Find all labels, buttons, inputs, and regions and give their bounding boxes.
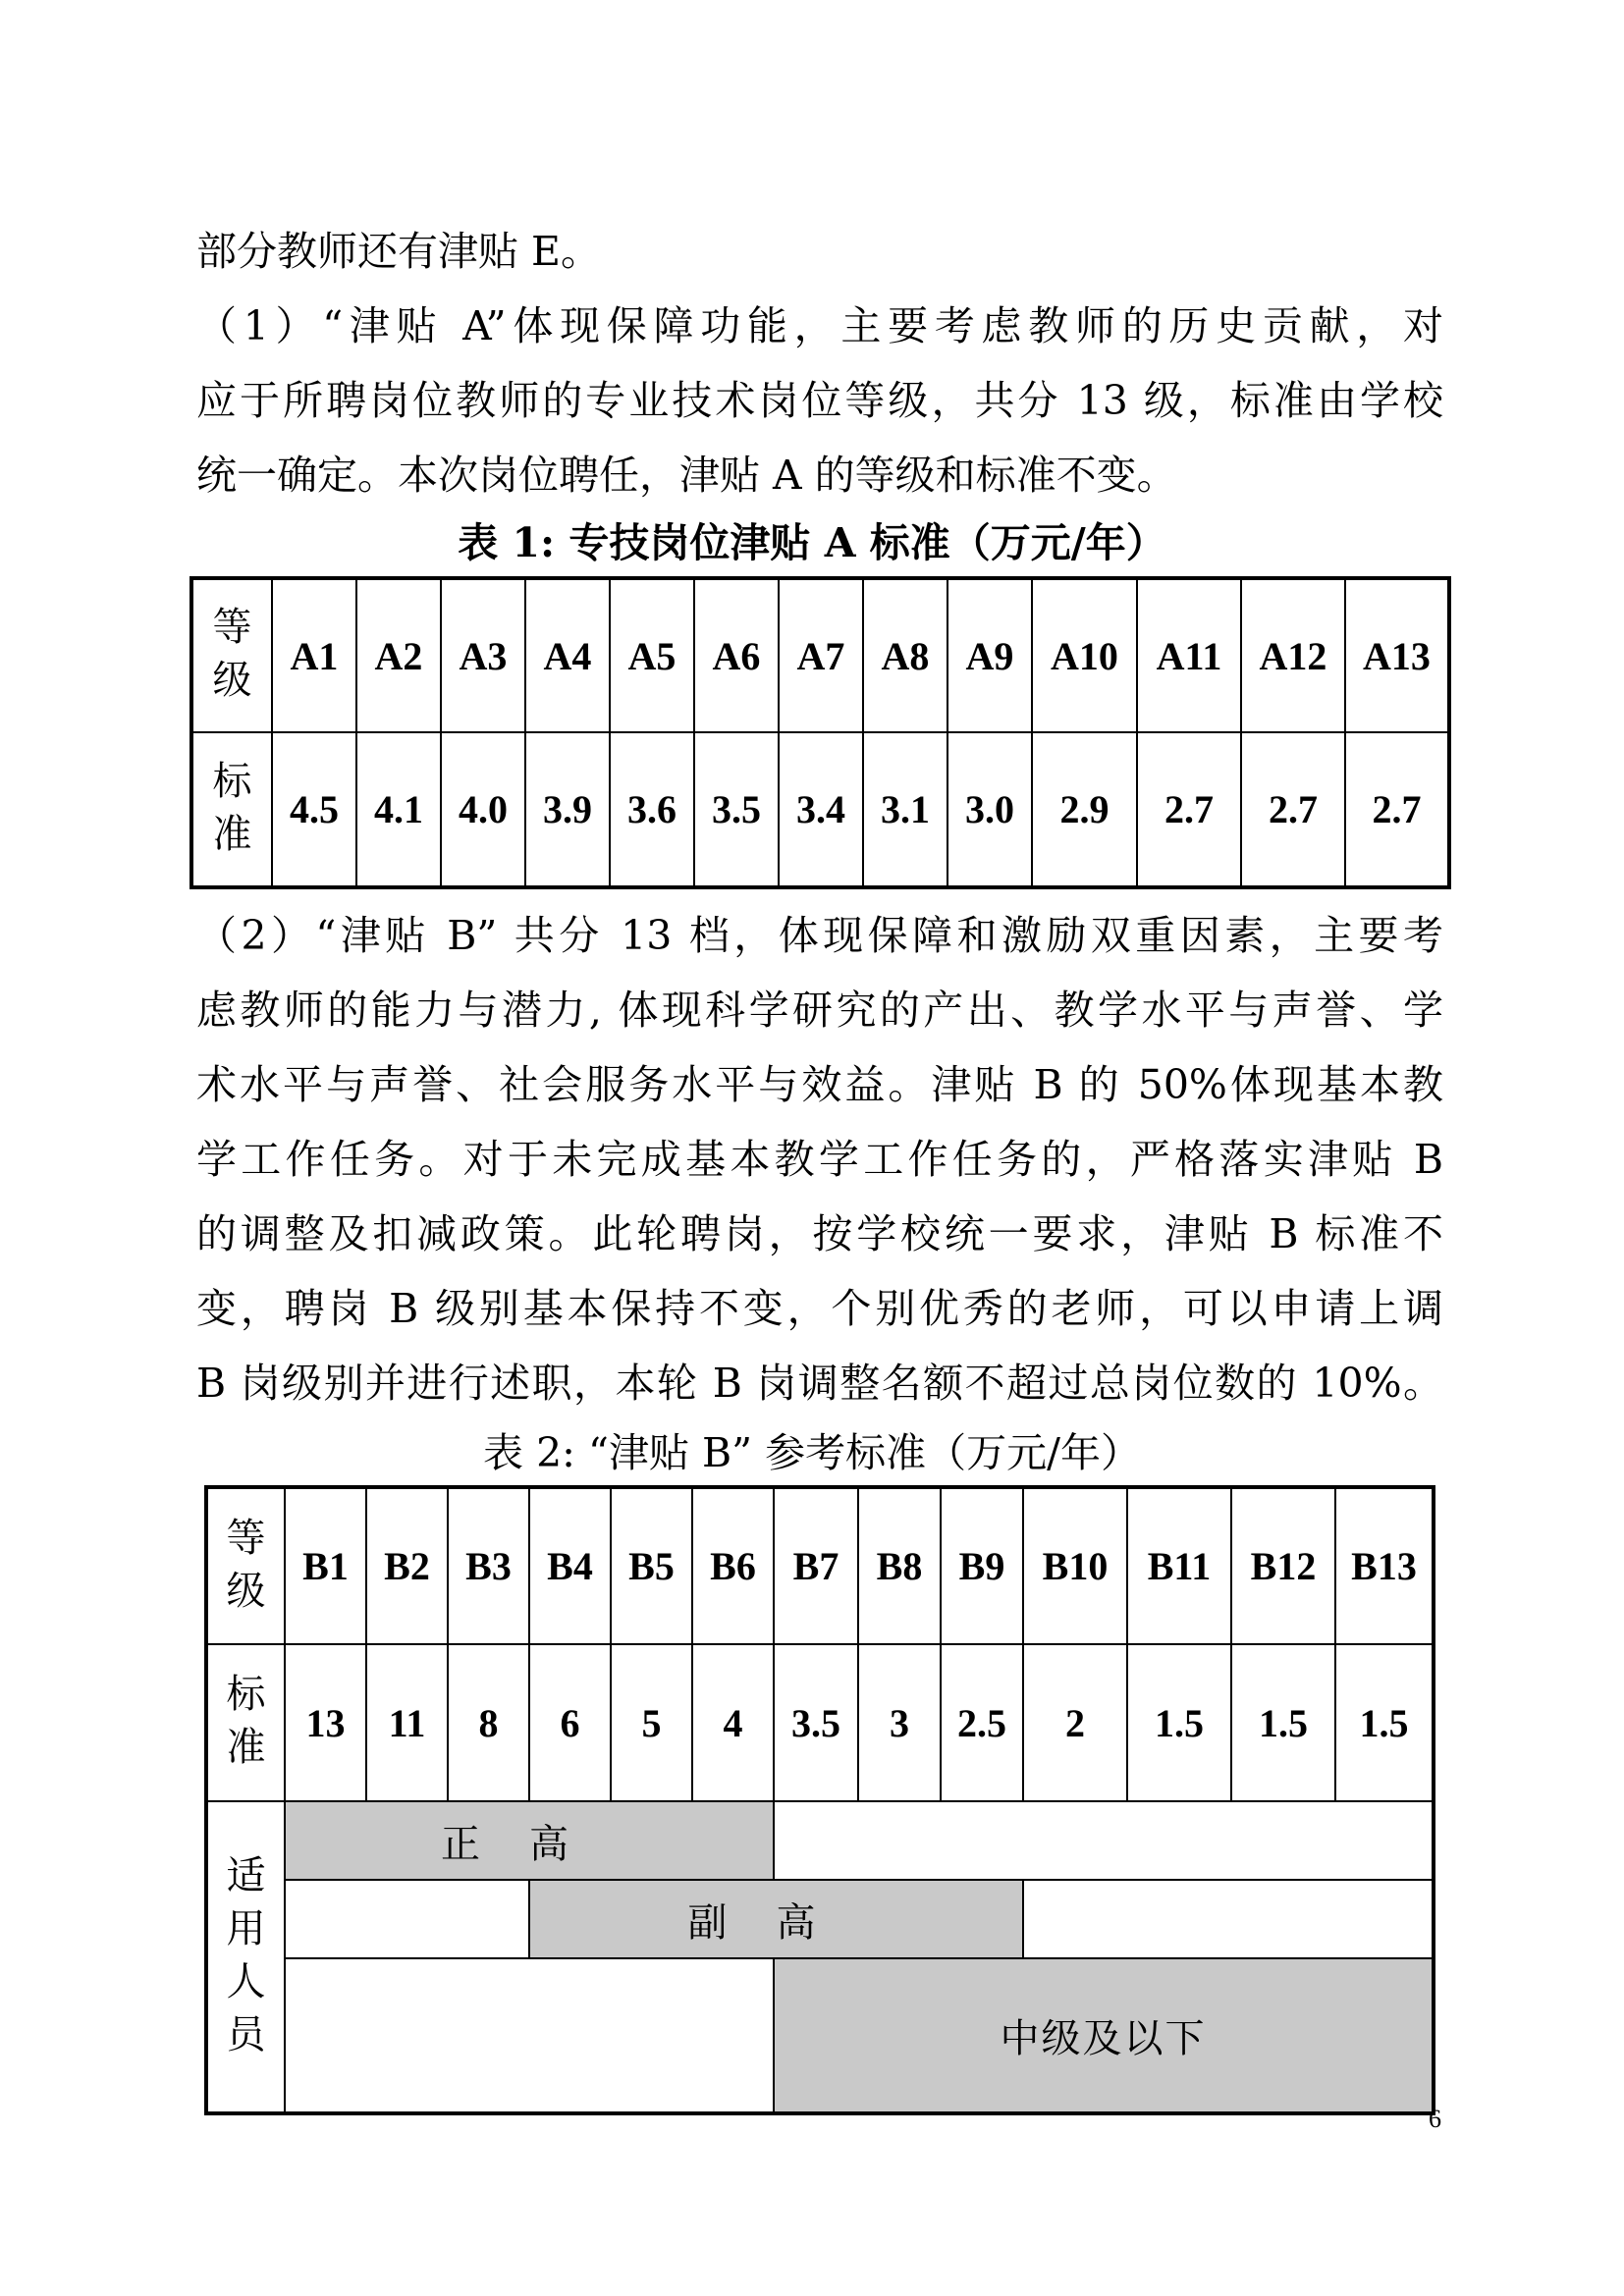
table1-grade-cell: A12	[1241, 578, 1345, 732]
table2-grade-row	[206, 1487, 1434, 1644]
table1-grade-cell: A2	[356, 578, 441, 732]
table2-empty-cell	[1023, 1880, 1434, 1958]
paragraph-allowance-b	[196, 898, 1443, 1420]
table2-grade-cell: B8	[858, 1487, 941, 1644]
table2-standard-row	[206, 1644, 1434, 1801]
table2-grade-cell: B12	[1231, 1487, 1335, 1644]
table1-caption: 表 1: 专技岗位津贴 A 标准（万元/年）	[458, 519, 1166, 566]
table2-category-senior: 正高	[285, 1801, 774, 1880]
table1-standard-row	[191, 732, 1449, 887]
table1-grade-header: 等级	[191, 578, 272, 732]
table2-grade-cell: B9	[941, 1487, 1023, 1644]
table1-standard-cell: 2.7	[1137, 732, 1241, 887]
table1-grade-cell: A10	[1032, 578, 1137, 732]
table2-standard-cell: 5	[611, 1644, 692, 1801]
table1-standard-cell: 2.7	[1241, 732, 1345, 887]
table1-standard-cell: 2.9	[1032, 732, 1137, 887]
table2-applicable-header: 适用人员	[206, 1801, 285, 2113]
text-line: 学工作任务。对于未完成基本教学工作任务的，严格落实津贴 B	[196, 1136, 1443, 1183]
table2-empty-cell	[285, 1880, 529, 1958]
table2-standard-cell: 2	[1023, 1644, 1127, 1801]
table2-standard-cell: 1.5	[1127, 1644, 1231, 1801]
text-line: 的调整及扣减政策。此轮聘岗，按学校统一要求，津贴 B 标准不	[196, 1210, 1443, 1257]
table2-grade-cell: B1	[285, 1487, 366, 1644]
table2-grade-cell: B7	[774, 1487, 858, 1644]
table1-grade-cell: A5	[610, 578, 694, 732]
table1-grade-cell: A1	[272, 578, 356, 732]
table2-standard-cell: 11	[366, 1644, 448, 1801]
text-line: 应于所聘岗位教师的专业技术岗位等级，共分 13 级，标准由学校	[196, 377, 1443, 424]
table1-standard-cell: 3.5	[694, 732, 779, 887]
text-line: 虑教师的能力与潜力, 体现科学研究的产出、教学水平与声誉、学	[196, 987, 1443, 1034]
table1-grade-cell: A4	[525, 578, 610, 732]
table2-grade-cell: B13	[1335, 1487, 1434, 1644]
table1-grade-row	[191, 578, 1449, 732]
table2-category-intermediate: 中级及以下	[774, 1958, 1434, 2113]
table2-standard-cell: 1.5	[1231, 1644, 1335, 1801]
table2-standard-cell: 6	[529, 1644, 611, 1801]
table2-standard-cell: 3.5	[774, 1644, 858, 1801]
table1-standard-cell: 3.1	[863, 732, 947, 887]
table1-standard-cell: 3.0	[947, 732, 1032, 887]
text-line: （1）“津贴 A”体现保障功能，主要考虑教师的历史贡献，对	[196, 302, 1443, 349]
table2-empty-cell	[285, 1958, 774, 2113]
text-line: （2）“津贴 B” 共分 13 档，体现保障和激励双重因素，主要考	[196, 912, 1443, 959]
table2-senior-row	[206, 1801, 1434, 1880]
table1-grade-cell: A7	[779, 578, 863, 732]
paragraph-allowance-a	[196, 289, 1443, 512]
text-line: 变，聘岗 B 级别基本保持不变，个别优秀的老师，可以申请上调	[196, 1285, 1443, 1332]
text-line: B 岗级别并进行述职，本轮 B 岗调整名额不超过总岗位数的 10%。	[196, 1360, 1443, 1407]
table2-grade-cell: B4	[529, 1487, 611, 1644]
table1-grade-cell: A8	[863, 578, 947, 732]
table1-grade-cell: A6	[694, 578, 779, 732]
table2-standard-cell: 2.5	[941, 1644, 1023, 1801]
table2-grade-cell: B10	[1023, 1487, 1127, 1644]
table2-associate-row	[206, 1880, 1434, 1958]
table1-standard-cell: 2.7	[1345, 732, 1449, 887]
table1-grade-cell: A13	[1345, 578, 1449, 732]
table2-grade-cell: B2	[366, 1487, 448, 1644]
table2-standard-cell: 3	[858, 1644, 941, 1801]
table1-allowance-a	[189, 576, 1451, 889]
table2-grade-cell: B3	[448, 1487, 529, 1644]
table1-standard-cell: 3.4	[779, 732, 863, 887]
table2-intermediate-row	[206, 1958, 1434, 2113]
text-line: 术水平与声誉、社会服务水平与效益。津贴 B 的 50%体现基本教	[196, 1061, 1443, 1108]
table2-standard-cell: 8	[448, 1644, 529, 1801]
table1-grade-cell: A3	[441, 578, 525, 732]
table1-standard-cell: 4.5	[272, 732, 356, 887]
table1-standard-cell: 4.0	[441, 732, 525, 887]
table2-allowance-b	[204, 1485, 1435, 2115]
table1-grade-cell: A9	[947, 578, 1032, 732]
table2-grade-cell: B5	[611, 1487, 692, 1644]
table1-standard-header: 标准	[191, 732, 272, 887]
table1-grade-cell: A11	[1137, 578, 1241, 732]
table2-standard-cell: 4	[692, 1644, 774, 1801]
table1-standard-cell: 4.1	[356, 732, 441, 887]
table2-caption: 表 2: “津贴 B” 参考标准（万元/年）	[483, 1429, 1141, 1476]
table2-category-associate: 副高	[529, 1880, 1023, 1958]
table2-empty-cell	[774, 1801, 1434, 1880]
table2-grade-cell: B11	[1127, 1487, 1231, 1644]
text-line: 统一确定。本次岗位聘任，津贴 A 的等级和标准不变。	[196, 452, 1177, 499]
table1-standard-cell: 3.6	[610, 732, 694, 887]
table2-standard-cell: 13	[285, 1644, 366, 1801]
table2-grade-cell: B6	[692, 1487, 774, 1644]
page-number: 6	[1429, 2105, 1441, 2133]
paragraph-intro	[196, 214, 1443, 289]
text-line: 部分教师还有津贴 E。	[196, 228, 601, 275]
table2-standard-header: 标准	[206, 1644, 285, 1801]
table2-grade-header: 等级	[206, 1487, 285, 1644]
table2-standard-cell: 1.5	[1335, 1644, 1434, 1801]
table1-standard-cell: 3.9	[525, 732, 610, 887]
